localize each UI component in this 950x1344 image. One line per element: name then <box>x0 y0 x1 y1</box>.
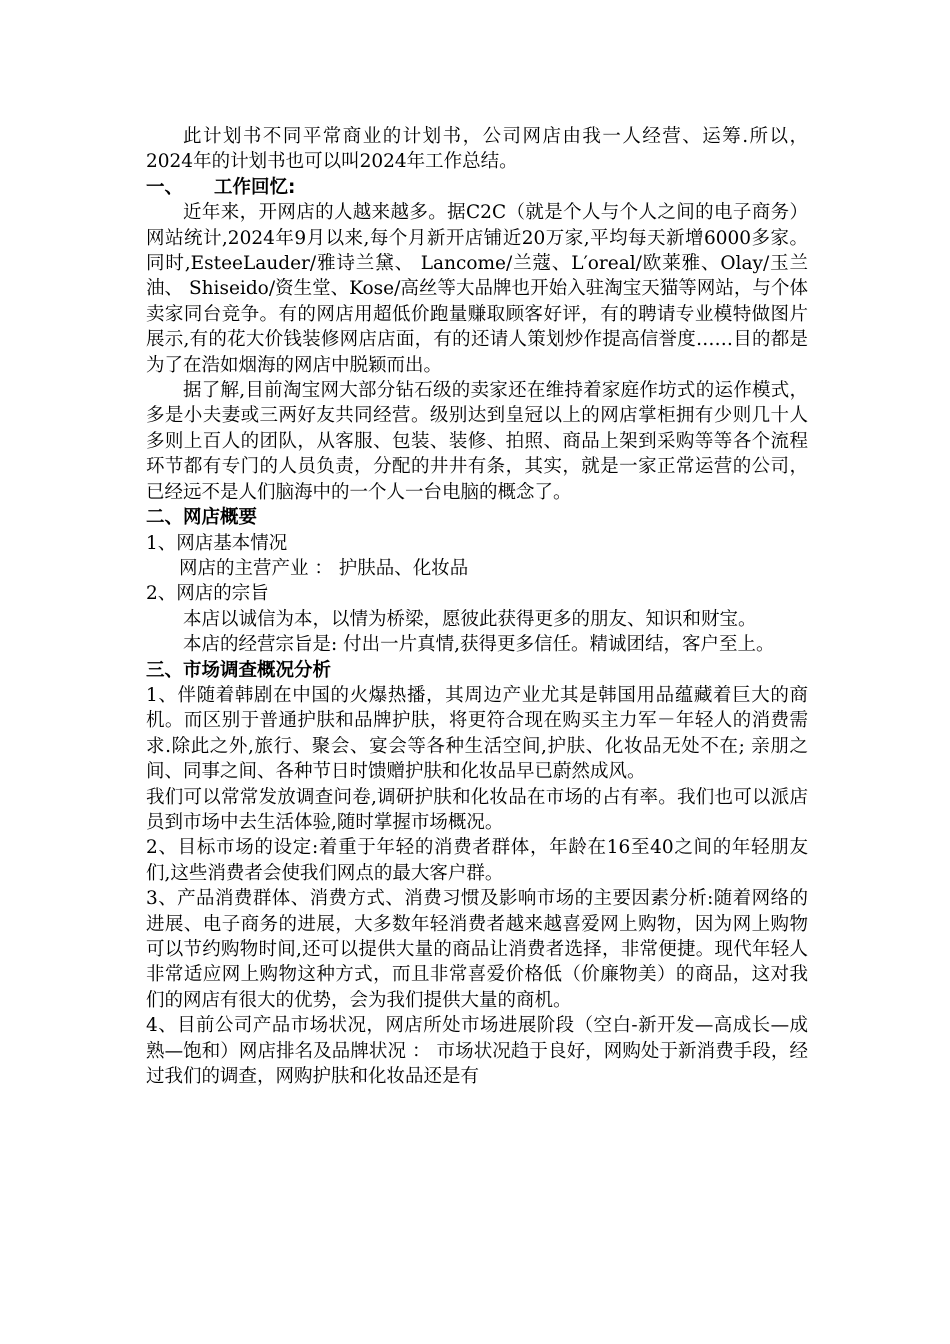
section-2-sub-1-title: 1、网店基本情况 <box>146 532 288 554</box>
section-2-heading: 二、网店概要 <box>146 507 258 529</box>
section-1-paragraph-2: 据了解,目前淘宝网大部分钻石级的卖家还在维持着家庭作坊式的运作模式，多是小夫妻或三两好友共同经营。级别达到皇冠以上的网店掌柜拥有少则几十人多则上百人的团队，从客服、包装、装修、拍照、商品上架到采购等等各个流程环节都有专门的人员负责，分配的井井有条，其实，就是一家正常运营的公司，已经远不是人们脑海中的一个人一台电脑的概念了。 <box>146 380 808 503</box>
section-3-item-1-followup: 我们可以常常发放调查问卷,调研护肤和化妆品在市场的占有率。我们也可以派店员到市场中去生活体验,随时掌握市场概况。 <box>146 786 808 833</box>
section-2-sub-2-title: 2、网店的宗旨 <box>146 583 269 605</box>
section-1-heading <box>146 175 808 200</box>
section-2-sub-2-paragraph-2: 本店的经营宗旨是: 付出一片真情,获得更多信任。精诚团结，客户至上。 <box>183 634 775 656</box>
section-2-sub-1-text: 网店的主营产业 ： 护肤品、化妆品 <box>179 557 469 579</box>
section-1-title: 工作回忆: <box>214 176 296 198</box>
section-1-number: 一、 <box>146 176 184 198</box>
intro-paragraph: 此计划书不同平常商业的计划书，公司网店由我一人经营、运筹.所以，2024年的计划书也可以叫2024年工作总结。 <box>146 126 808 173</box>
section-1-paragraph-1: 近年来，开网店的人越来越多。据C2C（就是个人与个人之间的电子商务）网站统计,2024年9月以来,每个月新开店铺近20万家,平均每天新增6000多家。同时,EsteeLauder/雅诗兰黛、 Lancome/兰蔻、L′oreal/欧莱雅、Olay/玉兰油、 Shiseido/资生堂、Kose/高丝等大品牌也开始入驻淘宝天猫等网站，与个体卖家同台竞争。有的网店用超低价跑量赚取顾客好评，有的聘请专业模特做图片展示,有的花大价钱装修网店店面，有的还请人策划炒作提高信誉度……目的都是为了在浩如烟海的网店中脱颖而出。 <box>146 202 808 376</box>
section-3-item-1: 1、伴随着韩剧在中国的火爆热播，其周边产业尤其是韩国用品蕴藏着巨大的商机。而区别于普通护肤和品牌护肤，将更符合现在购买主力军－年轻人的消费需求.除此之外,旅行、聚会、宴会等各种生活空间,护肤、化妆品无处不在; 亲朋之间、同事之间、各种节日时馈赠护肤和化妆品早已蔚然成风。 <box>146 684 808 783</box>
section-3-item-4: 4、目前公司产品市场状况，网店所处市场进展阶段（空白-新开发—高成长—成熟—饱和）网店排名及品牌状况 ： 市场状况趋于良好，网购处于新消费手段，经过我们的调查，网购护肤和化妆品还是有 <box>146 1015 808 1088</box>
section-3-item-2: 2、目标市场的设定:着重于年轻的消费者群体，年龄在16至40之间的年轻朋友们,这些消费者会使我们网点的最大客户群。 <box>146 837 808 884</box>
section-3-heading: 三、市场调查概况分析 <box>146 659 332 681</box>
section-3-item-3: 3、产品消费群体、消费方式、消费习惯及影响市场的主要因素分析:随着网络的进展、电子商务的进展，大多数年轻消费者越来越喜爱网上购物，因为网上购物可以节约购物时间,还可以提供大量的商品让消费者选择，非常便捷。现代年轻人非常适应网上购物这种方式，而且非常喜爱价格低（价廉物美）的商品，这对我们的网店有很大的优势，会为我们提供大量的商机。 <box>146 888 808 1011</box>
section-2-sub-2-paragraph-1: 本店以诚信为本，以情为桥梁，愿彼此获得更多的朋友、知识和财宝。 <box>183 608 757 630</box>
document-body <box>146 124 808 1089</box>
